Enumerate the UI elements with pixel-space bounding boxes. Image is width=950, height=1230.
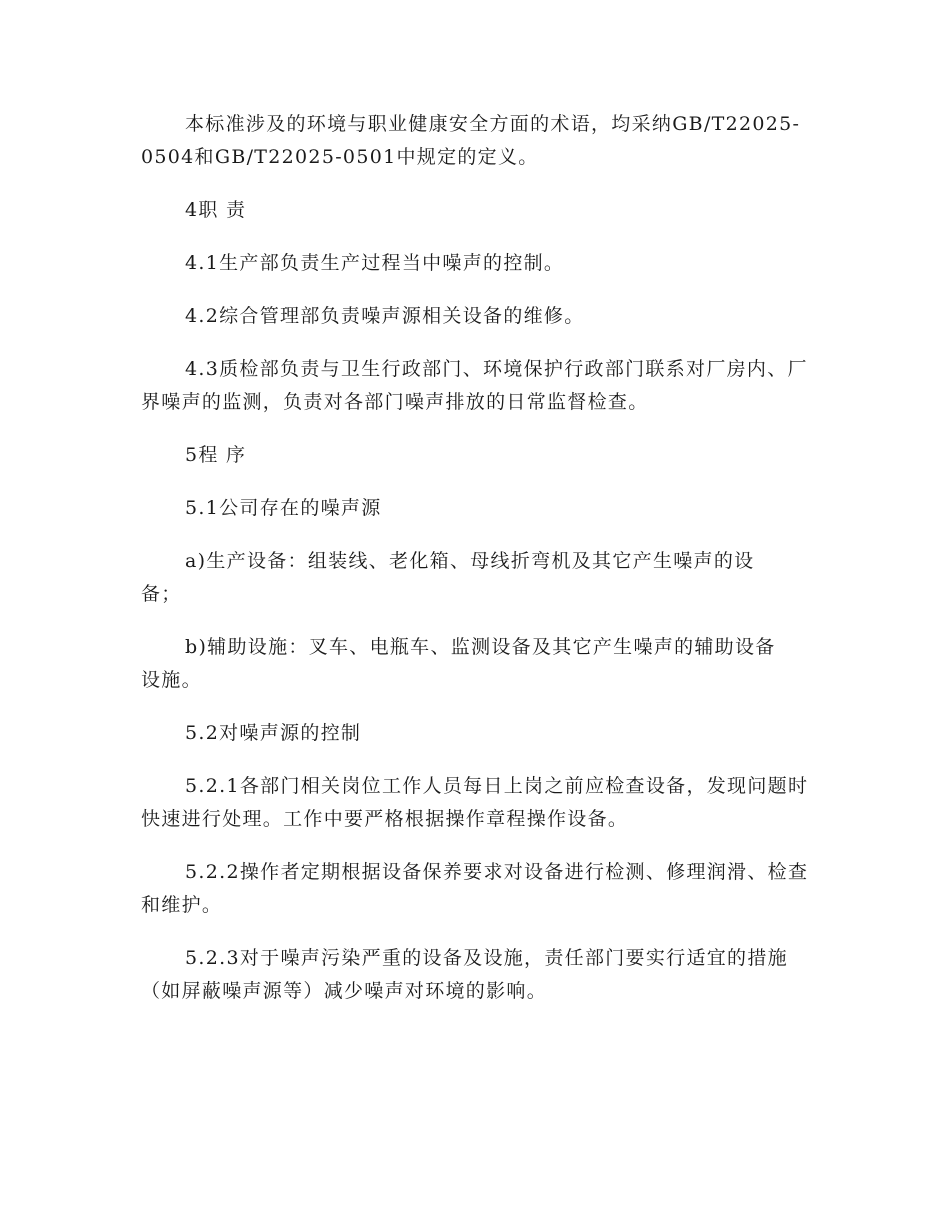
paragraph-4-1: 4.1生产部负责生产过程当中噪声的控制。 — [185, 252, 565, 274]
paragraph-terms: 本标准涉及的环境与职业健康安全方面的术语，均采纳GB/T22025-0504和GB/T22025-0501中规定的定义。 — [141, 113, 801, 168]
paragraph-5-2-1: 5.2.1各部门相关岗位工作人员每日上岗之前应检查设备，发现问题时快速进行处理。工作中要严格根据操作章程操作设备。 — [141, 775, 809, 830]
list-item-auxiliary-facilities: b)辅助设施：叉车、电瓶车、监测设备及其它产生噪声的辅助设备设施。 — [141, 636, 776, 691]
heading-responsibilities: 4职 责 — [185, 199, 247, 221]
paragraph-4-3: 4.3质检部负责与卫生行政部门、环境保护行政部门联系对厂房内、厂界噪声的监测，负责对各部门噪声排放的日常监督检查。 — [141, 358, 808, 413]
heading-procedure: 5程 序 — [185, 444, 247, 466]
paragraph-5-2-2: 5.2.2操作者定期根据设备保养要求对设备进行检测、修理润滑、检查和维护。 — [141, 861, 809, 916]
paragraph-5-2-3: 5.2.3对于噪声污染严重的设备及设施，责任部门要实行适宜的措施（如屏蔽噪声源等）减少噪声对环境的影响。 — [141, 947, 788, 1002]
document-body — [141, 108, 811, 1028]
heading-5-2: 5.2对噪声源的控制 — [185, 722, 362, 744]
list-item-production-equipment: a)生产设备：组装线、老化箱、母线折弯机及其它产生噪声的设备； — [141, 550, 755, 605]
paragraph-4-2: 4.2综合管理部负责噪声源相关设备的维修。 — [185, 305, 585, 327]
paragraph-5-1: 5.1公司存在的噪声源 — [185, 497, 382, 519]
